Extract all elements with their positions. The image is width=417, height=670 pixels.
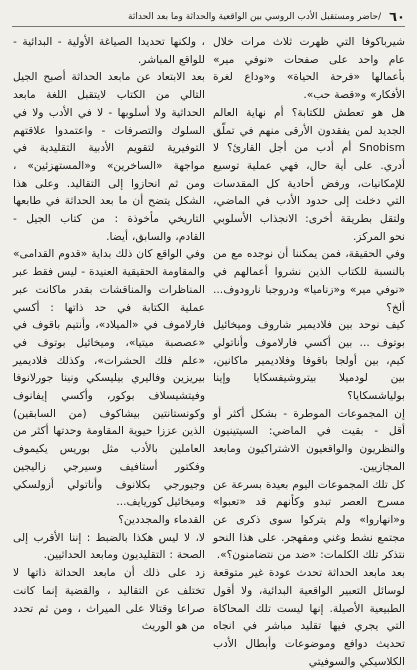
page-number: ٦٠ xyxy=(389,9,405,25)
paragraph: كل تلك المجموعات اليوم بعيدة بسرعة عن مسرح العصر تبدو وكأنهم قد «تعبوا» و«انهاروا» ولم يتركوا سوى ذكرى عن مجتمع نشط وغني ومقهجر. على هذا النحو نتذكر تلك الكلمات: «ضد من نتضامنون؟». xyxy=(213,477,405,562)
page-header xyxy=(12,8,405,27)
right-column xyxy=(213,33,405,668)
text-columns xyxy=(12,33,405,668)
running-title: /حاضر ومستقبل الأدب الروسي بين الواقعية والحداثة وما بعد الحداثة xyxy=(128,12,382,22)
paragraph: شيرباكوفا التي ظهرت ثلاث مرات خلال عام واحد على صفحات «نوفي مير» بأعمالها «فرحة الحياة» و«وداع لغرة الأفكار» و«قصة حب». xyxy=(213,35,405,102)
paragraph: ، ولكنها تحديدا الصياغة الأولية - البدائية - للواقع المباشر. xyxy=(13,35,205,66)
paragraph: هل هو تعطش للكتابة؟ أم نهاية العالم الجديد لمن يفقدون الأرقى منهم في تملّق Snobism أم أدب من أجل القارئ؟ لا أدري. على أية حال، فهي عملية توسيع للإمكانيات، ورفض أحادية كل المقدسات التي دخلت إلى حدود الأدب في الماضي، ولتقل بطريقة أخرى: الانجذاب الأسلوبي نحو المركز. xyxy=(213,105,405,243)
paragraph: القدماء والمجددين؟ xyxy=(118,512,205,526)
paragraph: وفي الحقيقة، فمن يمكننا أن نوجده مع من بالنسبة للكتاب الذين نشروا أعمالهم في «نوفي مير» و«زناميا» ودروجبا نارودوف... ألخ؟ xyxy=(213,247,405,314)
paragraph: وفي الواقع كان ذلك بداية «قدوم القدامى» والمقاومة الحقيقية العنيدة - ليس فقط عبر المناظرات والمناقشات بقدر ماكانت عبر عملية الكتابة في حد ذاتها : أكسي فارلاموف في «الميلاد»، وأنتيم باقوف في «عصصبة ميتيا»، وميخائيل بوتوف في «علم فلك الحشرات»، وكذلك فلاديمير بيريزين وفاليري بيليسكي ونينا جورلانوفا وفيتشيسلاف بوكور، وأكسي إيفانوف وكونستانتين بيشاكوف (من السابقين) الذين عززا حيوية المقاومة وحدتها أكثر من العاملين بالأدب مثل بوريس يكيموف وفكتور أستافيف وسيرجي زاليجين وجيورجي بكلانوف وأناتولي أزولسكي وميخائيل كوريايف... xyxy=(13,247,205,509)
paragraph: كيف نوحد بين فلاديمير شاروف وميخائيل بوتوف ... بين أكسي فارلاموف وأناتولي كيم، بين أولجا باقوفا وفلاديمير ماكانين، بين لودميلا بيتروشيفسكايا وإينا بولياشسكايا؟ xyxy=(213,318,405,403)
paragraph: بعد الابتعاد عن مابعد الحداثة أصبح الجيل التالي من الكتاب لايتقبل اللغة مابعد الحداثية ولا أسلوبها - لا في الأدب ولا في السلوك والتصرفات - واعتمدوا علاقتهم التوفيرية لتقويم الأدبية التقليدية في مواجهة «الساخرين» و«المستهزئين» ، ومن ثم انحازوا إلى التقاليد. وعلى هذا الشكل يتضح أن ما بعد الحداثة في طابعها التاريخي مأخوذة : من كتاب الجيل - القادم، والسابق، أيضا. xyxy=(13,70,205,243)
paragraph: إن المجموعات الموطرة - بشكل أكثر أو أقل - بقيت في الماضي: السيتينيون والنظريون والواقعيون الاشتراكيون ومابعد المجازيين. xyxy=(213,406,405,473)
left-column xyxy=(13,33,205,633)
paragraph: زد على ذلك أن مابعد الحداثة ذاتها لا تختلف عن التقاليد ، والقضية إنما كانت صراعا وقتالا على الميراث ، ومن ثم تحدد من هو الوريث xyxy=(13,566,205,633)
paragraph: لا، لا ليس هكذا بالضبط : إننا الأقرب إلى الصحة : التقليديون ومابعد الحداثيين. xyxy=(13,530,205,562)
paragraph: بعد مابعد الحداثة تحدث عودة غير متوقعة لوسائل التعبير الواقعية البدائية، ولا أقول الطبيعية الأصيلة. إنها ليست تلك المحاكاة التي يجري فيها تقليد مباشر في انجاه تحديث دوافع وموضوعات وأبطال الأدب الكلاسيكي والسوفيتي xyxy=(213,566,405,668)
